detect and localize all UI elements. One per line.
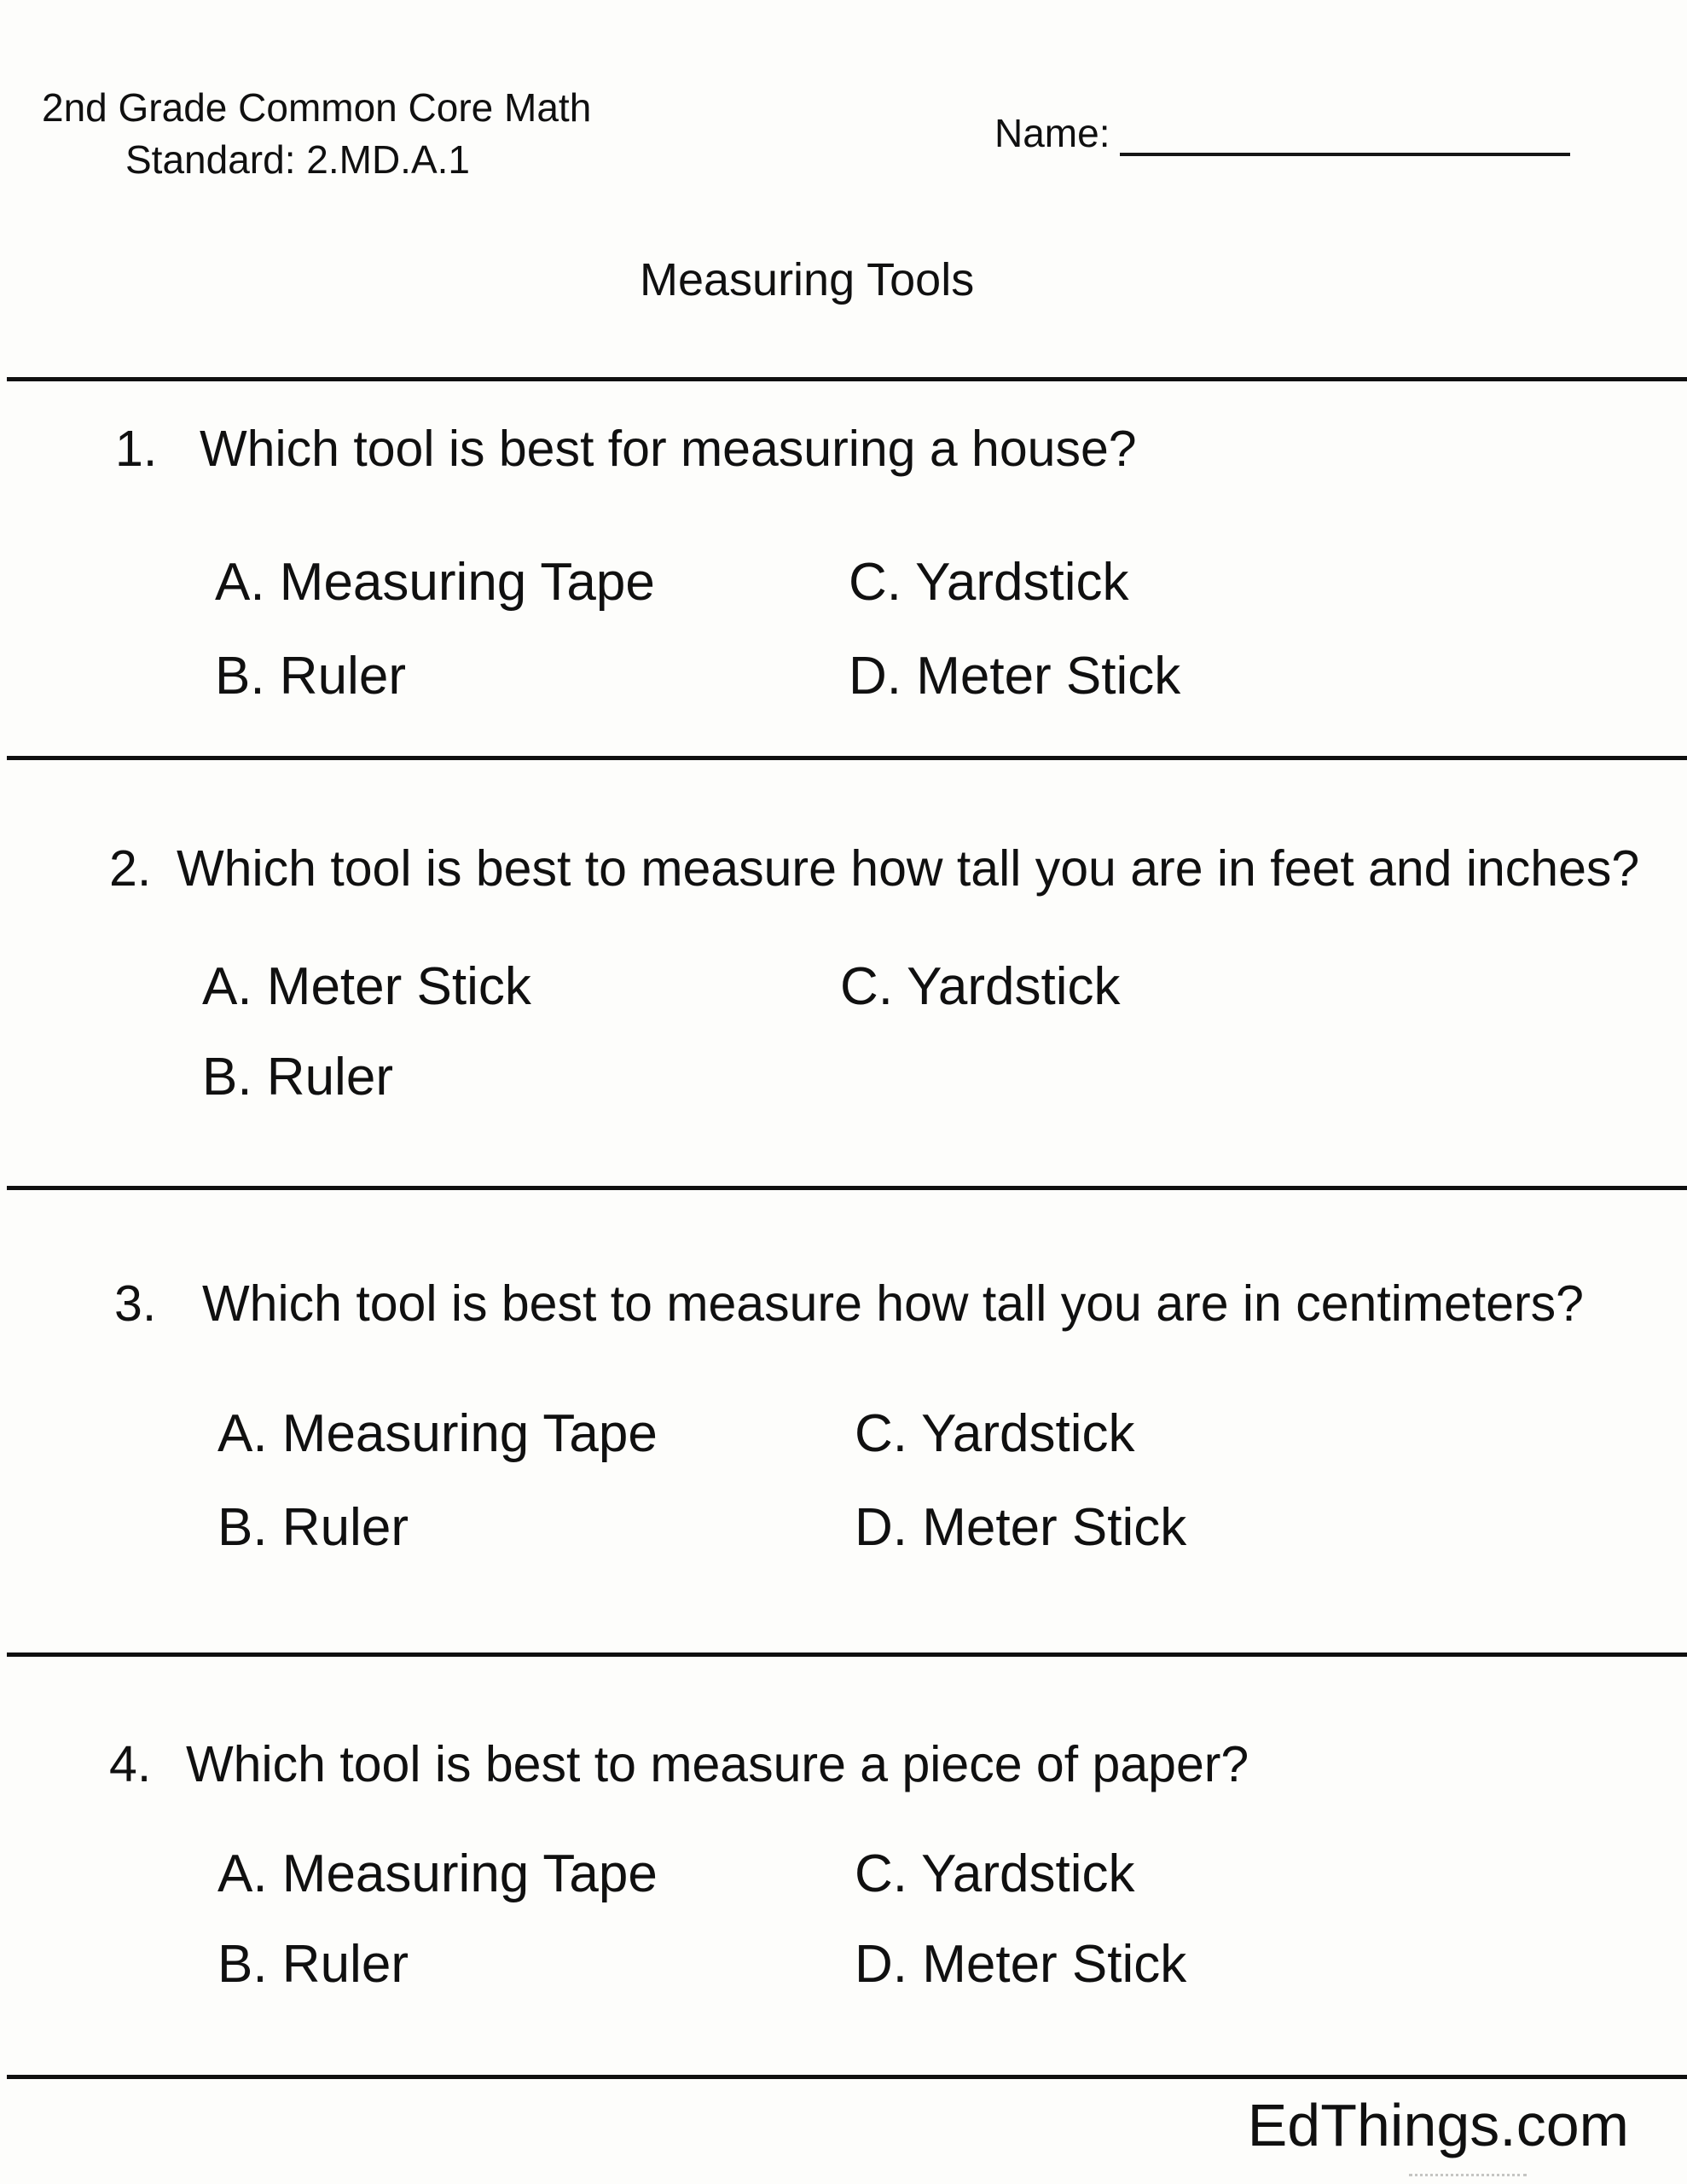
question-number: 2. — [109, 840, 152, 897]
name-blank-line — [1120, 153, 1570, 156]
worksheet-title: Measuring Tools — [640, 254, 975, 305]
section-divider — [7, 756, 1687, 760]
question-number: 1. — [115, 421, 158, 477]
section-divider — [7, 1653, 1687, 1657]
option-d: D. Meter Stick — [849, 647, 1181, 706]
name-label: Name: — [994, 111, 1110, 155]
question-text: Which tool is best to measure how tall you are in centimeters? — [202, 1275, 1584, 1332]
option-d: D. Meter Stick — [855, 1935, 1187, 1994]
option-b: B. Ruler — [217, 1935, 409, 1994]
option-c: C. Yardstick — [849, 553, 1129, 612]
question-number: 4. — [109, 1736, 152, 1792]
standard-label: Standard: 2.MD.A.1 — [125, 137, 470, 182]
section-divider — [7, 377, 1687, 381]
question-text: Which tool is best for measuring a house? — [200, 421, 1137, 477]
option-a: A. Measuring Tape — [217, 1844, 658, 1903]
question-number: 3. — [114, 1275, 157, 1332]
option-b: B. Ruler — [215, 647, 406, 706]
question-text: Which tool is best to measure a piece of paper? — [186, 1736, 1249, 1792]
option-a: A. Measuring Tape — [215, 553, 655, 612]
option-b: B. Ruler — [217, 1498, 409, 1557]
option-c: C. Yardstick — [855, 1844, 1135, 1903]
option-d: D. Meter Stick — [855, 1498, 1187, 1557]
course-title: 2nd Grade Common Core Math — [42, 85, 592, 130]
question-text: Which tool is best to measure how tall you are in feet and inches? — [177, 840, 1640, 897]
option-b: B. Ruler — [202, 1048, 393, 1107]
scan-artifact — [1409, 2174, 1527, 2176]
option-a: A. Meter Stick — [202, 957, 531, 1016]
section-divider — [7, 2075, 1687, 2079]
option-c: C. Yardstick — [840, 957, 1121, 1016]
brand-text: EdThings.com — [1247, 2092, 1629, 2158]
section-divider — [7, 1186, 1687, 1190]
option-c: C. Yardstick — [855, 1404, 1135, 1463]
option-a: A. Measuring Tape — [217, 1404, 658, 1463]
